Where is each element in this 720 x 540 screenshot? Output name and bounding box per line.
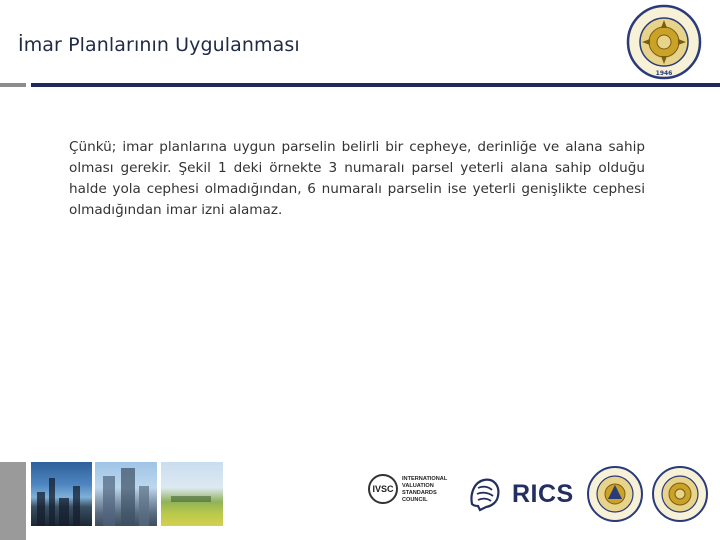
header-gray-rule	[0, 83, 26, 87]
header-navy-rule	[31, 83, 720, 87]
rics-logo-text: RICS	[512, 480, 574, 508]
svg-text:1946: 1946	[655, 70, 673, 77]
ivsc-logo-text: INTERNATIONAL VALUATION STANDARDS COUNCIL	[402, 476, 448, 503]
faculty-seal-icon	[586, 465, 644, 523]
slide-body-text: Çünkü; imar planlarına uygun parselin belirli bir cepheye, derinliğe ve alana sahip olması gerekir. Şekil 1 deki örnekte 3 numaralı parsel yeterli alana sahip olduğu halde yola cephesi olmadığından, 6 numaralı parselin ise yeterli genişlikte cephesi olmadığından imar izni alamaz.	[69, 139, 645, 218]
rics-lion-icon	[466, 474, 504, 512]
countryside-field-photo	[161, 462, 223, 526]
ankara-university-seal-icon	[626, 4, 702, 80]
university-seal-small-icon	[651, 465, 709, 523]
slide-title: İmar Planlarının Uygulanması	[18, 34, 300, 56]
footer-gray-band	[0, 462, 26, 540]
office-towers-photo	[95, 462, 157, 526]
ivsc-logo-icon: IVSC	[368, 474, 398, 504]
footer-banner	[0, 462, 720, 540]
city-skyline-photo	[31, 462, 92, 526]
